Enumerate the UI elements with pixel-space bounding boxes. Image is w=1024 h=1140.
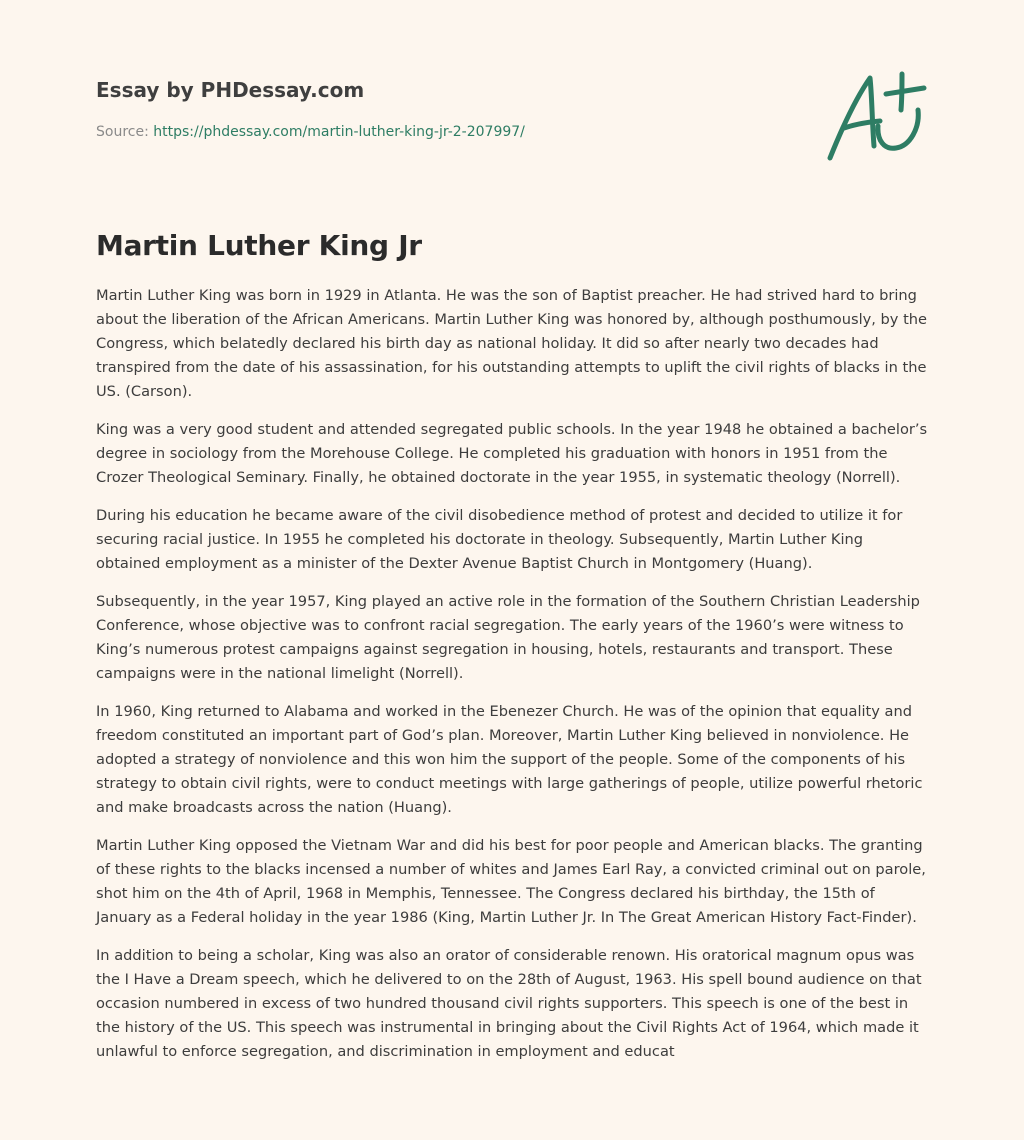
source-link[interactable]: https://phdessay.com/martin-luther-king-jr-2-207997/ [153,124,525,140]
essay-paragraph: During his education he became aware of the civil disobedience method of protest and decided to utilize it for securing racial justice. In 1955 he completed his doctorate in theology. Subsequently, Martin Luther King obtained employment as a minister of the Dexter Avenue Baptist Church in Montgomery (Huang). [96,507,903,572]
site-title: Essay by PHDessay.com [96,78,365,102]
source-label: Source: [96,124,154,140]
essay-paragraph: King was a very good student and attended segregated public schools. In the year 1948 he obtained a bachelor’s degree in sociology from the Morehouse College. He completed his graduation with honors in 1951 from the Crozer Theological Seminary. Finally, he obtained doctorate in the year 1955, in systematic theology (Norrell). [96,421,928,486]
essay-body [96,284,928,1078]
essay-paragraph: In 1960, King returned to Alabama and worked in the Ebenezer Church. He was of the opinion that equality and freedom constituted an important part of God’s plan. Moreover, Martin Luther King believed in nonviolence. He adopted a strategy of nonviolence and this won him the support of the people. Some of the components of his strategy to obtain civil rights, were to conduct meetings with large gatherings of people, utilize powerful rhetoric and make broadcasts across the nation (Huang). [96,703,923,816]
page-header [96,76,796,142]
essay-title: Martin Luther King Jr [96,229,422,262]
essay-paragraph: Subsequently, in the year 1957, King played an active role in the formation of the Southern Christian Leadership Conference, whose objective was to confront racial segregation. The early years of the 1960’s were witness to King’s numerous protest campaigns against segregation in housing, hotels, restaurants and transport. These campaigns were in the national limelight (Norrell). [96,593,920,682]
essay-paragraph: Martin Luther King opposed the Vietnam War and did his best for poor people and American blacks. The granting of these rights to the blacks incensed a number of whites and James Earl Ray, a convicted criminal out on parole, shot him on the 4th of April, 1968 in Memphis, Tennessee. The Congress declared his birthday, the 15th of January as a Federal holiday in the year 1986 (King, Martin Luther Jr. In The Great American History Fact-Finder). [96,837,926,926]
a-plus-logo [822,66,932,166]
source-line [96,122,796,142]
essay-paragraph: In addition to being a scholar, King was also an orator of considerable renown. His oratorical magnum opus was the I Have a Dream speech, which he delivered to on the 28th of August, 1963. His spell bound audience on that occasion numbered in excess of two hundred thousand civil rights supporters. This speech is one of the best in the history of the US. This speech was instrumental in bringing about the Civil Rights Act of 1964, which made it unlawful to enforce segregation, and discrimination in employment and educat [96,947,922,1060]
essay-paragraph: Martin Luther King was born in 1929 in Atlanta. He was the son of Baptist preacher. He had strived hard to bring about the liberation of the African Americans. Martin Luther King was honored by, although posthumously, by the Congress, which belatedly declared his birth day as national holiday. It did so after nearly two decades had transpired from the date of his assassination, for his outstanding attempts to uplift the civil rights of blacks in the US. (Carson). [96,287,928,400]
